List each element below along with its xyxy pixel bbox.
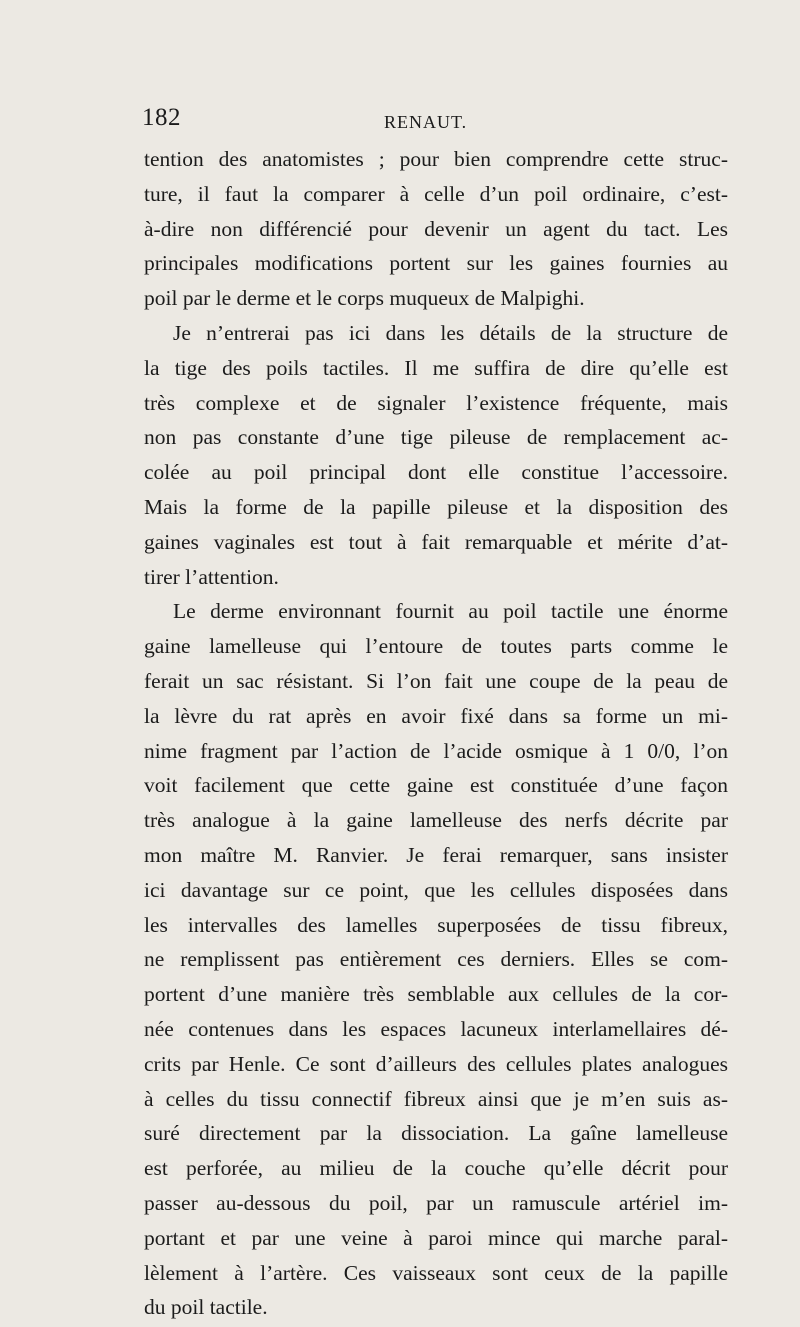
text-line: portent d’une manière très semblable aux cellules de la cor-	[144, 982, 728, 1007]
text-line: non pas constante d’une tige pileuse de remplacement ac-	[144, 425, 728, 450]
text-line: est perforée, au milieu de la couche qu’elle décrit pour	[144, 1156, 728, 1181]
text-line: très complexe et de signaler l’existence fréquente, mais	[144, 390, 728, 415]
text-line: poil par le derme et le corps muqueux de Malpighi.	[144, 286, 585, 311]
text-line: la lèvre du rat après en avoir fixé dans sa forme un mi-	[144, 703, 728, 728]
text-line: les intervalles des lamelles superposées de tissu fibreux,	[144, 912, 728, 937]
text-line: gaines vaginales est tout à fait remarquable et mérite d’at-	[144, 529, 728, 554]
text-line: nime fragment par l’action de l’acide osmique à 1 0/0, l’on	[144, 738, 728, 763]
text-line: principales modifications portent sur les gaines fournies au	[144, 251, 728, 276]
text-line: crits par Henle. Ce sont d’ailleurs des cellules plates analogues	[144, 1051, 728, 1076]
text-line: à celles du tissu connectif fibreux ainsi que je m’en suis as-	[144, 1086, 728, 1111]
text-line: à-dire non différencié pour devenir un agent du tact. Les	[144, 216, 728, 241]
text-line: ici davantage sur ce point, que les cellules disposées dans	[144, 877, 728, 902]
text-line: gaine lamelleuse qui l’entoure de toutes parts comme le	[144, 634, 728, 659]
text-line: colée au poil principal dont elle constitue l’accessoire.	[144, 460, 728, 485]
text-line: voit facilement que cette gaine est constituée d’une façon	[144, 773, 728, 798]
text-line: ferait un sac résistant. Si l’on fait une coupe de la peau de	[144, 668, 728, 693]
text-line: ture, il faut la comparer à celle d’un poil ordinaire, c’est-	[144, 181, 728, 206]
text-line: passer au-dessous du poil, par un ramuscule artériel im-	[144, 1190, 728, 1215]
text-line: portant et par une veine à paroi mince qui marche paral-	[144, 1225, 728, 1250]
text-line: née contenues dans les espaces lacuneux interlamellaires dé-	[144, 1016, 728, 1041]
text-line: tention des anatomistes ; pour bien comprendre cette struc-	[144, 147, 728, 171]
running-head-author: RENAUT.	[384, 112, 468, 132]
running-head	[142, 104, 728, 138]
text-line: ne remplissent pas entièrement ces derniers. Elles se com-	[144, 947, 728, 972]
text-line: la tige des poils tactiles. Il me suffira de dire qu’elle est	[144, 355, 728, 380]
text-line: mon maître M. Ranvier. Je ferai remarquer, sans insister	[144, 842, 728, 867]
body-text	[144, 142, 728, 1325]
text-line: très analogue à la gaine lamelleuse des nerfs décrite par	[144, 808, 728, 833]
text-line: Je n’entrerai pas ici dans les détails de la structure de	[173, 320, 728, 345]
text-line: Le derme environnant fournit au poil tactile une énorme	[173, 599, 728, 624]
text-line: Mais la forme de la papille pileuse et la disposition des	[144, 494, 728, 519]
text-line: suré directement par la dissociation. La gaîne lamelleuse	[144, 1121, 728, 1146]
text-line: du poil tactile.	[144, 1295, 268, 1320]
text-line: tirer l’attention.	[144, 564, 279, 589]
page-number: 182	[142, 104, 181, 131]
text-line: lèlement à l’artère. Ces vaisseaux sont ceux de la papille	[144, 1260, 728, 1285]
